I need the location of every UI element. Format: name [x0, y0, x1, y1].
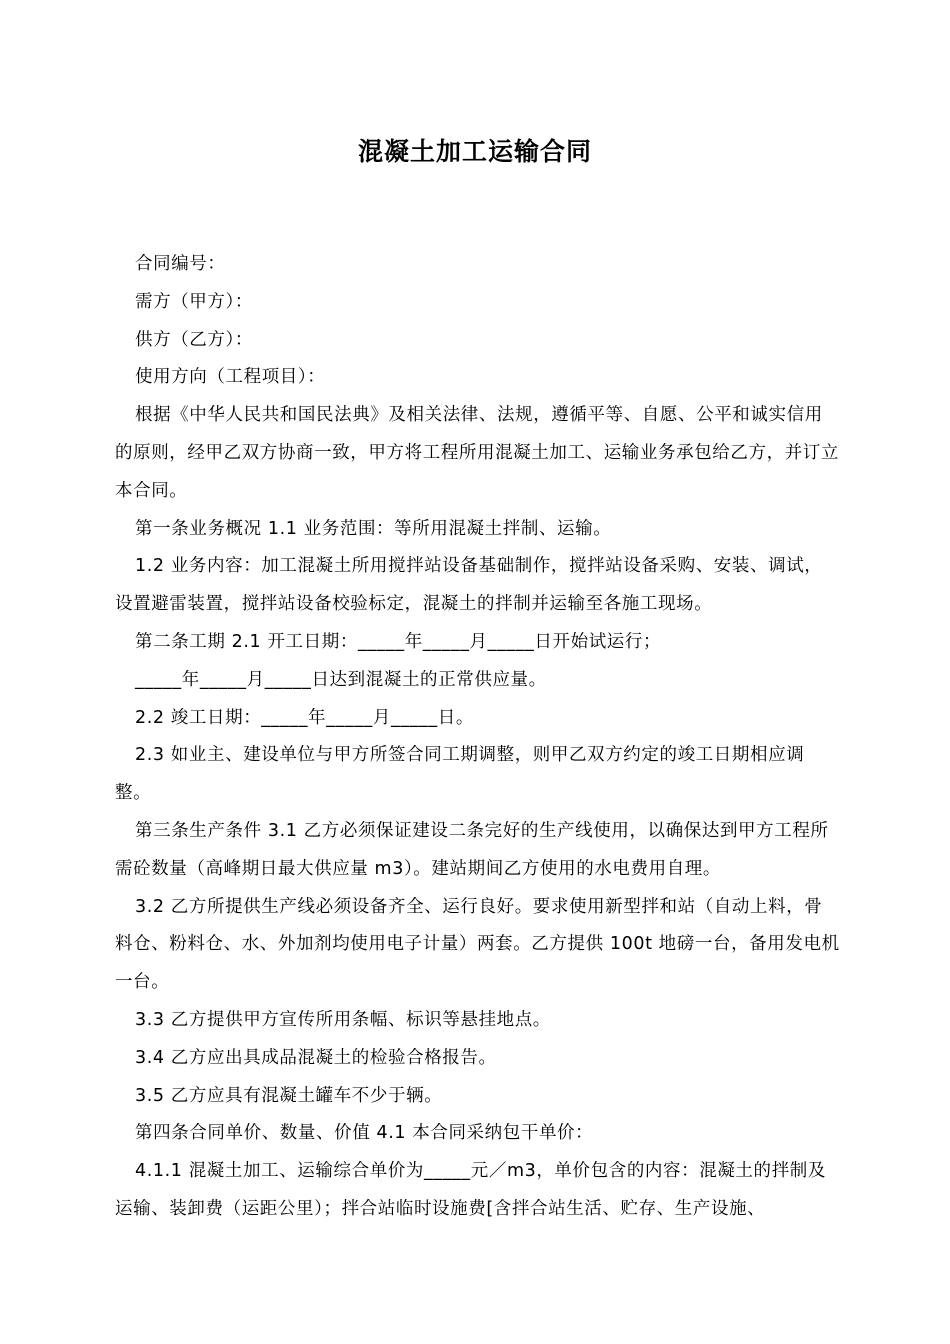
paragraph-party-b: 供方（乙方）： [135, 329, 253, 350]
document-body [115, 246, 840, 1229]
paragraph-preamble: 根据《中华人民共和国民法典》及相关法律、法规，遵循平等、自愿、公平和诚实信用的原则，经甲乙双方协商一致，甲方将工程所用混凝土加工、运输业务承包给乙方，并订立本合同。 [115, 405, 839, 501]
paragraph-article-3-5: 3.5 乙方应具有混凝土罐车不少于辆。 [135, 1085, 443, 1106]
paragraph-article-3-4: 3.4 乙方应出具成品混凝土的检验合格报告。 [135, 1047, 497, 1068]
paragraph-article-4-1: 第四条合同单价、数量、价值 4.1 本合同采纳包干单价： [135, 1123, 594, 1144]
paragraph-article-2-1-cont: _____年_____月_____日达到混凝土的正常供应量。 [135, 669, 547, 690]
paragraph-article-3-3: 3.3 乙方提供甲方宣传所用条幅、标识等悬挂地点。 [135, 1009, 551, 1030]
paragraph-article-2-2: 2.2 竣工日期：_____年_____月_____日。 [135, 707, 474, 728]
paragraph-article-2-1: 第二条工期 2.1 开工日期：_____年_____月_____日开始试运行； [135, 631, 662, 652]
paragraph-article-1-1: 第一条业务概况 1.1 业务范围：等所用混凝土拌制、运输。 [135, 518, 612, 539]
paragraph-article-2-3: 2.3 如业主、建设单位与甲方所签合同工期调整，则甲乙双方约定的竣工日期相应调整。 [115, 745, 805, 804]
paragraph-project: 使用方向（工程项目）： [135, 367, 326, 388]
paragraph-article-3-1: 第三条生产条件 3.1 乙方必须保证建设二条完好的生产线使用，以确保达到甲方工程所需砼数量（高峰期日最大供应量 m3）。建站期间乙方使用的水电费用自理。 [115, 820, 829, 879]
paragraph-contract-number: 合同编号： [135, 254, 226, 274]
paragraph-article-3-2: 3.2 乙方所提供生产线必须设备齐全、运行良好。要求使用新型拌和站（自动上料，骨料仓、粉料仓、水、外加剂均使用电子计量）两套。乙方提供 100t 地磅一台，备用发电机一台。 [115, 896, 840, 993]
paragraph-party-a: 需方（甲方）： [135, 291, 253, 312]
paragraph-article-1-2: 1.2 业务内容：加工混凝土所用搅拌站设备基础制作，搅拌站设备采购、安装、调试，设置避雷装置，搅拌站设备校验标定，混凝土的拌制并运输至各施工现场。 [115, 556, 823, 615]
paragraph-article-4-1-1: 4.1.1 混凝土加工、运输综合单价为_____元／m3，单价包含的内容：混凝土的拌制及运输、装卸费（运距公里）；拌合站临时设施费[含拌合站生活、贮存、生产设施、 [115, 1161, 826, 1219]
document-title: 混凝土加工运输合同 [357, 137, 592, 166]
